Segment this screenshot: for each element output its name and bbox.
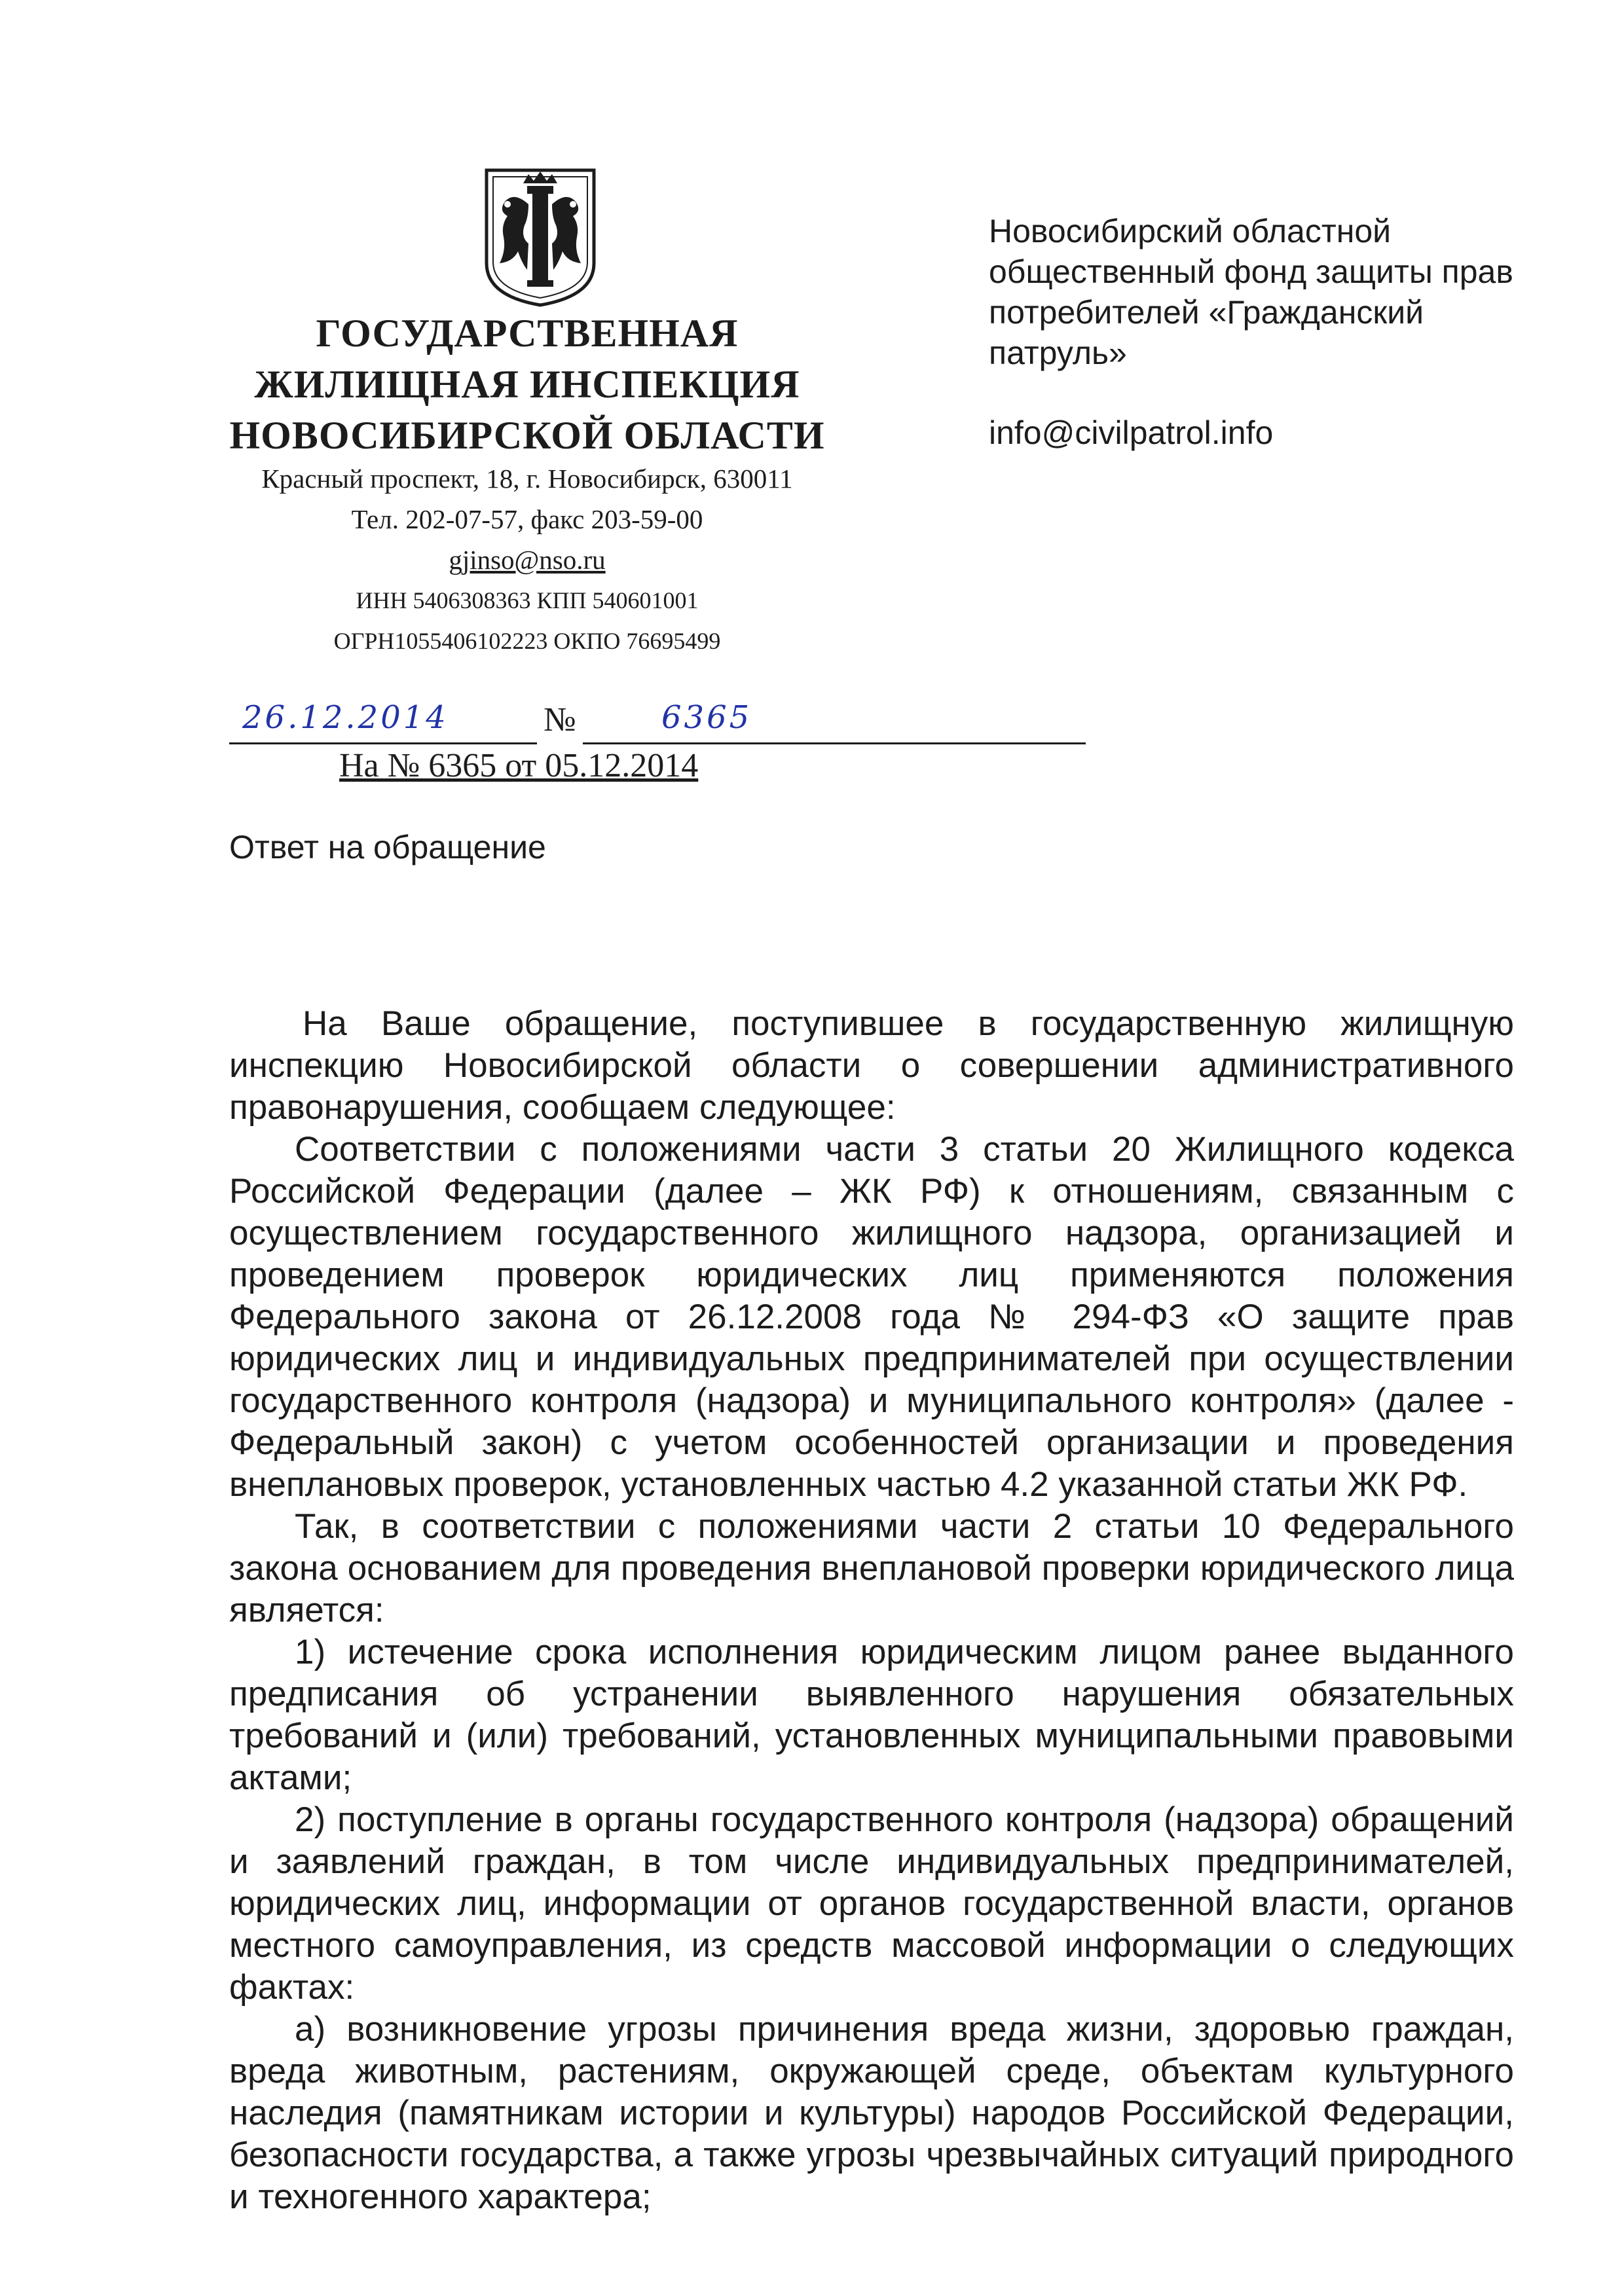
body-paragraph: а) возникновение угрозы причинения вреда жизни, здоровью граждан, вреда животным, растениям, окружающей среде, объектам культурного наследия (памятникам истории и культуры) народов Российской Федерации, безопасности государства, а также угрозы чрезвычайных ситуаций природного и техногенного характера; (229, 2010, 1514, 2216)
org-address: Красный проспект, 18, г. Новосибирск, 630011 (261, 464, 793, 494)
org-inn-kpp: ИНН 5406308363 КПП 540601001 (356, 587, 699, 613)
body-paragraph: 2) поступление в органы государственного контроля (надзора) обращений и заявлений граждан, в том числе индивидуальных предпринимателей, юридических лиц, информации от органов государственной власти, органов местного самоуправления, из средств массовой информации о следующих фактах: (229, 1800, 1514, 2007)
letter-body (229, 1003, 1514, 2218)
body-paragraph: Соответствии с положениями части 3 статьи 20 Жилищного кодекса Российской Федерации (далее – ЖК РФ) к отношениям, связанным с осуществлением государственного жилищного надзора, организацией и проведением проверок юридических лиц применяются положения Федерального закона от 26.12.2008 года № 294-ФЗ «О защите прав юридических лиц и индивидуальных предпринимателей при осуществлении государственного контроля (надзора) и муниципального контроля» (далее - Федеральный закон) с учетом особенностей организации и проведения внеплановых проверок, установленных частью 4.2 указанной статьи ЖК РФ. (229, 1130, 1514, 1504)
org-phone-fax: Тел. 202-07-57, факс 203-59-00 (351, 504, 703, 534)
addressee-line: Новосибирский областной (989, 213, 1392, 249)
addressee-email[interactable]: info@civilpatrol.info (989, 414, 1274, 451)
org-ogrn-okpo: ОГРН1055406102223 ОКПО 76695499 (333, 628, 721, 654)
org-name-line: ЖИЛИЩНАЯ ИНСПЕКЦИЯ (254, 363, 800, 406)
outgoing-number-block (229, 699, 858, 745)
org-email-link[interactable]: gjinso@nso.ru (449, 545, 606, 575)
handwritten-date: 26.12.2014 (242, 699, 449, 736)
addressee-block (989, 211, 1578, 453)
reply-reference: На № 6365 от 05.12.2014 (339, 747, 699, 784)
letter-subject: Ответ на обращение (229, 829, 546, 866)
organization-name (196, 308, 858, 461)
date-field (229, 699, 537, 744)
addressee-line: общественный фонд защиты прав (989, 253, 1513, 290)
addressee-line: потребителей «Гражданский (989, 294, 1424, 331)
body-paragraph: Так, в соответствии с положениями части 2 статьи 10 Федерального закона основанием для проведения внеплановой проверки юридического лица является: (229, 1507, 1514, 1630)
org-name-line: НОВОСИБИРСКОЙ ОБЛАСТИ (229, 414, 825, 457)
org-name-line: ГОСУДАРСТВЕННАЯ (316, 312, 739, 355)
coat-of-arms-icon (481, 165, 599, 309)
body-paragraph: На Ваше обращение, поступившее в государственную жилищную инспекцию Новосибирской области о совершении административного правонарушения, сообщаем следующее: (229, 1004, 1514, 1127)
addressee-line: патруль» (989, 335, 1127, 371)
body-paragraph: 1) истечение срока исполнения юридическим лицом ранее выданного предписания об устранении выявленного нарушения обязательных требований и (или) требований, установленных муниципальными правовыми актами; (229, 1633, 1514, 1797)
handwritten-number: 6365 (661, 699, 752, 736)
number-sign: № (544, 701, 576, 738)
organization-details (196, 458, 858, 661)
number-field (583, 699, 1086, 744)
